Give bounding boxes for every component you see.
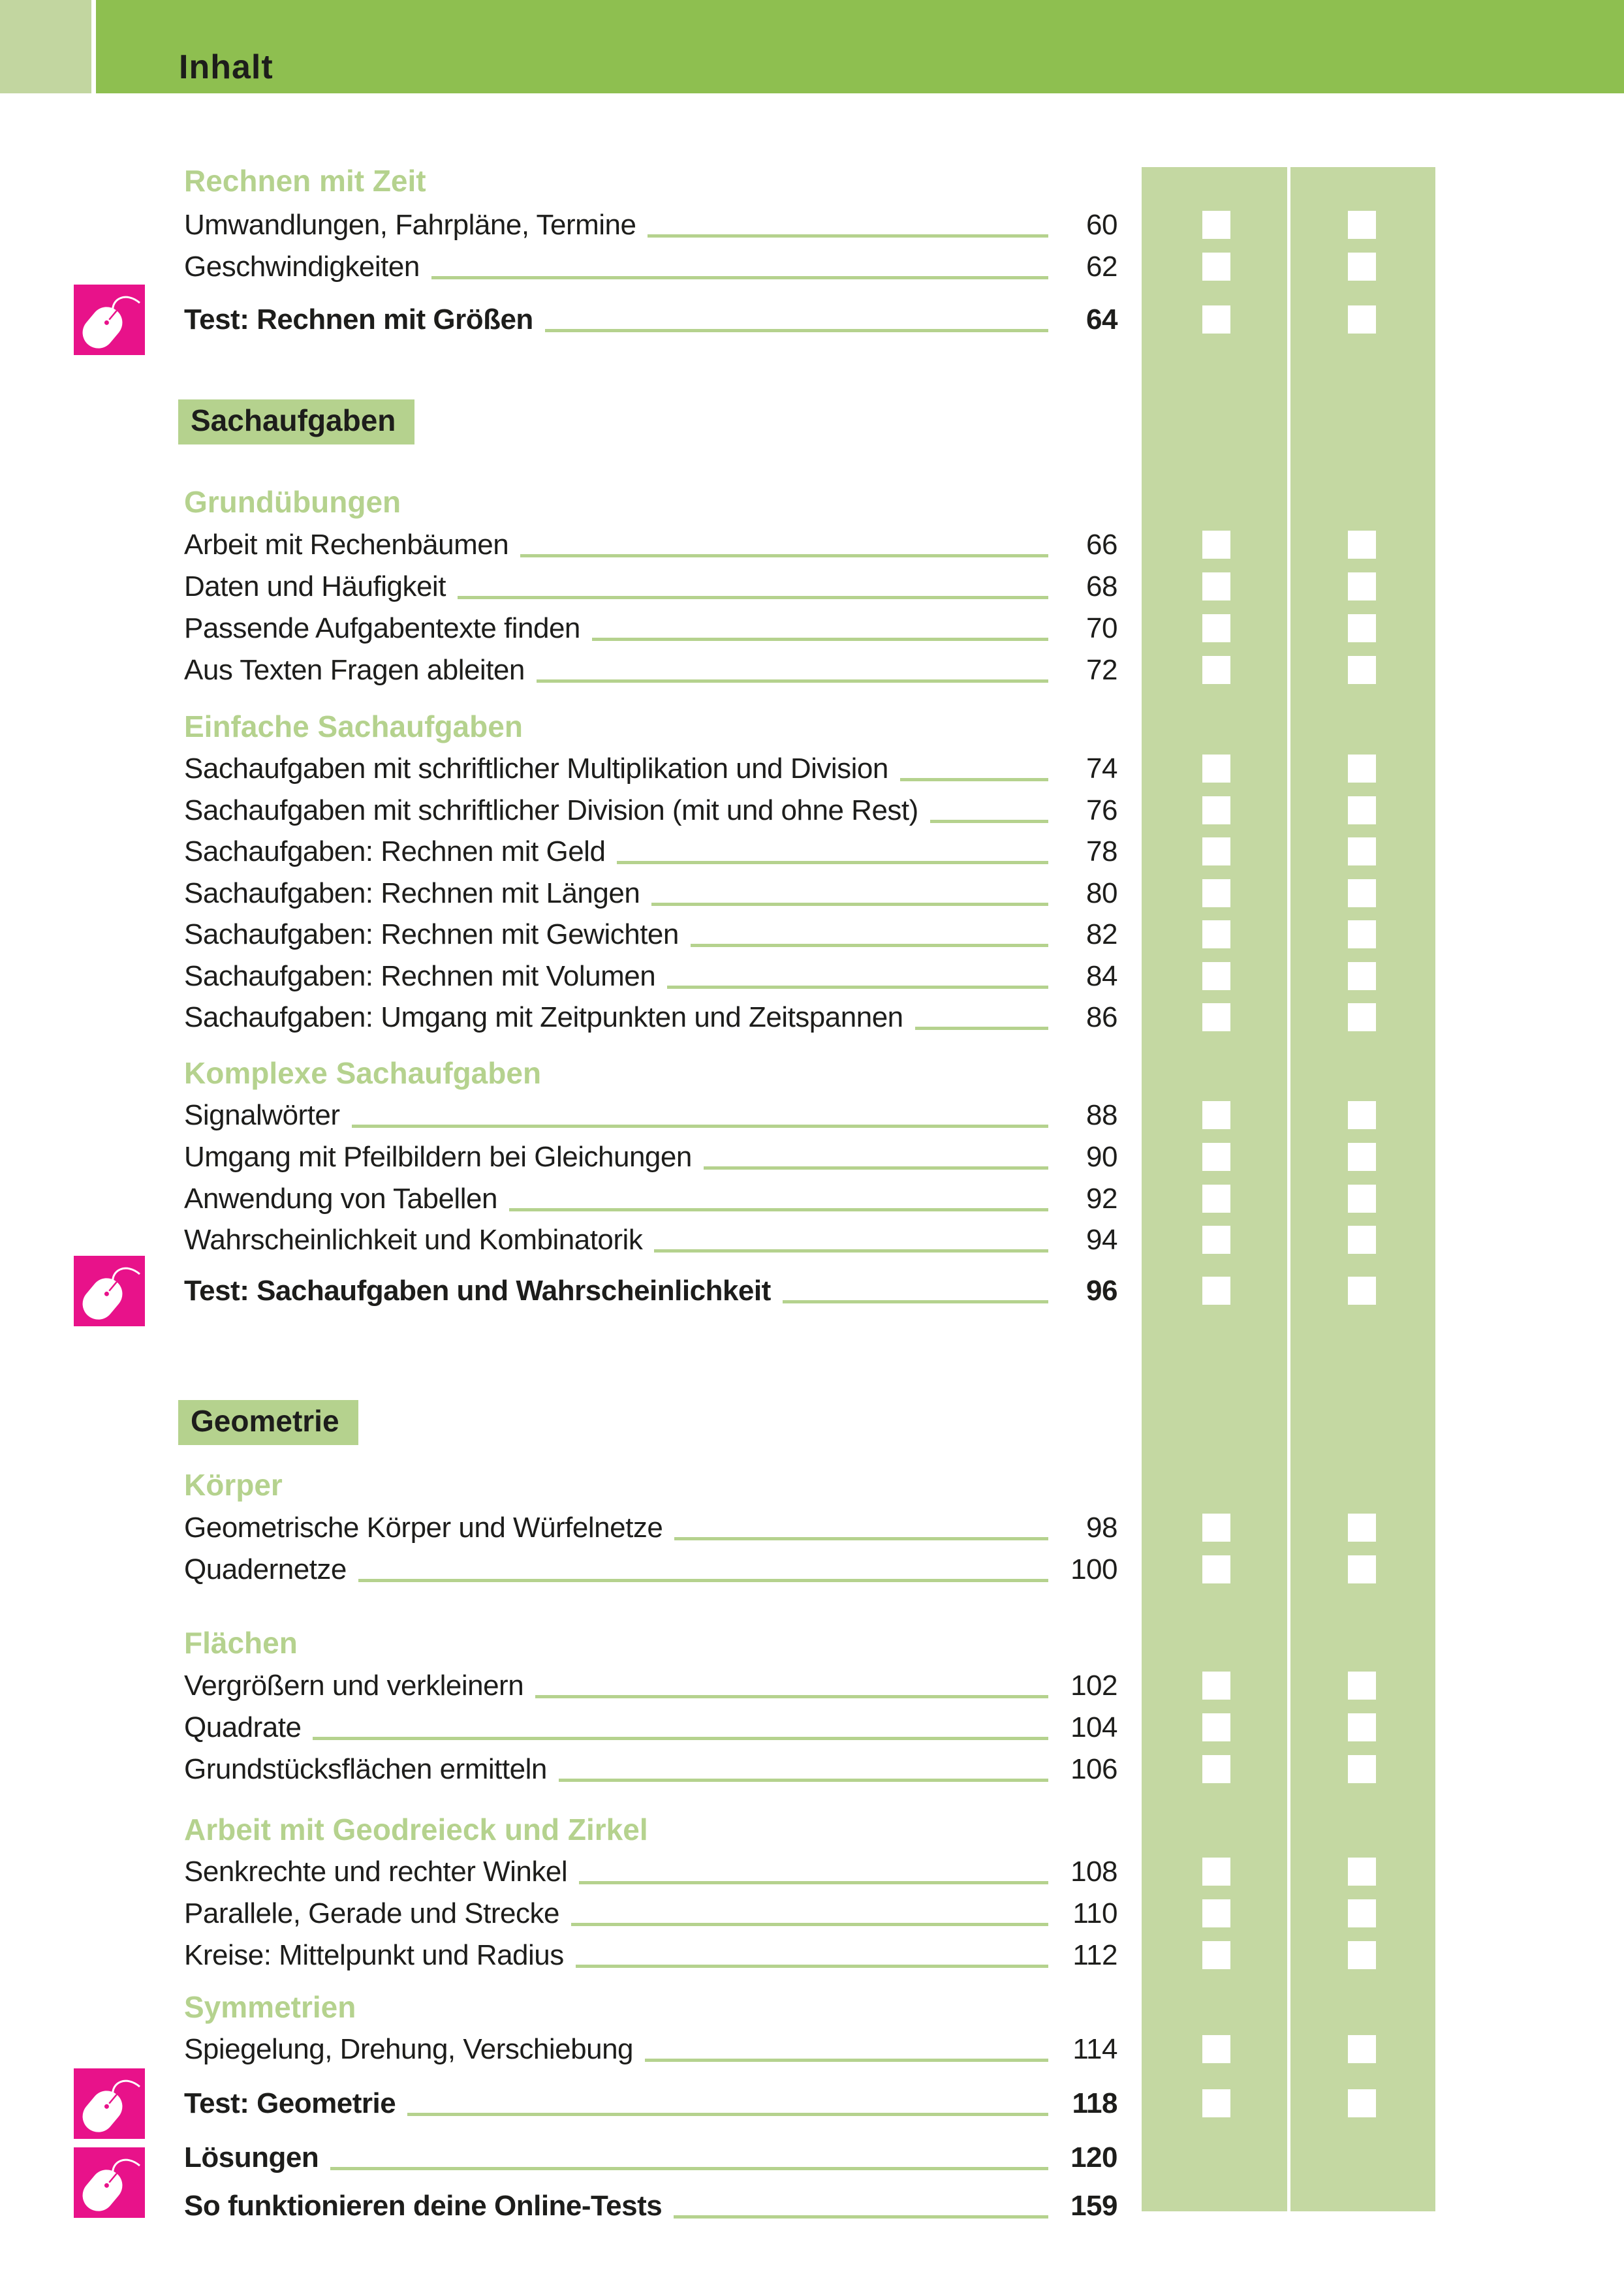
toc-section-heading-label: Arbeit mit Geodreieck und Zirkel [184,1813,648,1846]
mouse-icon [74,1256,145,1326]
toc-entry-label: Spiegelung, Drehung, Verschiebung [184,2033,634,2065]
checkbox[interactable] [1348,1185,1376,1213]
checkbox[interactable] [1202,2035,1230,2063]
toc-entry-page: 108 [1070,1856,1117,1888]
toc-entry-page: 66 [1086,529,1117,561]
checkbox[interactable] [1202,1185,1230,1213]
checkbox[interactable] [1348,1226,1376,1254]
toc-entry-page: 114 [1072,2033,1117,2065]
toc-entry [184,1553,1117,1586]
leader-line [313,1737,1048,1740]
leader-line [645,2059,1048,2062]
checkbox[interactable] [1348,211,1376,239]
toc-entry-page: 72 [1086,654,1117,686]
toc-section-heading-label: Flächen [184,1626,298,1660]
toc-entry-page: 120 [1070,2141,1117,2173]
toc-entry-page: 68 [1086,570,1117,602]
checkbox[interactable] [1202,1858,1230,1886]
toc-section-heading-label: Körper [184,1468,283,1502]
toc-entry-page: 96 [1086,1275,1117,1307]
toc-entry-page: 70 [1086,612,1117,644]
toc-entry [184,835,1117,868]
toc-section-heading [184,1625,298,1660]
checkbox[interactable] [1202,614,1230,642]
leader-line [535,1695,1048,1698]
toc-entry [184,794,1117,827]
checkbox[interactable] [1202,962,1230,990]
toc-entry-label: Umgang mit Pfeilbildern bei Gleichungen [184,1141,692,1173]
leader-line [915,1027,1048,1030]
leader-line [651,903,1048,906]
checkbox[interactable] [1348,572,1376,600]
toc-entry-label: Quadrate [184,1711,302,1743]
checkbox[interactable] [1348,253,1376,281]
toc-entry [184,1670,1117,1702]
toc-section-heading-label: Komplexe Sachaufgaben [184,1056,542,1090]
toc-entry-label: Daten und Häufigkeit [184,570,446,602]
toc-entry-page: 82 [1086,918,1117,950]
toc-entry-label: So funktionieren deine Online-Tests [184,2190,663,2222]
toc-entry [184,1897,1117,1930]
toc-entry [184,209,1117,241]
toc-entry [184,1224,1117,1256]
toc-entry [184,251,1117,283]
toc-section-heading-label: Symmetrien [184,1990,356,2024]
toc-chapter-badge [178,1400,358,1445]
toc-entry [184,1512,1117,1544]
toc-entry-label: Arbeit mit Rechenbäumen [184,529,509,561]
toc-entry-page: 106 [1070,1753,1117,1785]
toc-section-heading [184,709,523,744]
toc-entry [184,2190,1117,2222]
checkbox[interactable] [1348,614,1376,642]
toc-entry-label: Anwendung von Tabellen [184,1183,497,1215]
toc-entry [184,1183,1117,1215]
checkbox[interactable] [1202,1514,1230,1542]
checkbox[interactable] [1202,796,1230,824]
checkbox[interactable] [1202,2089,1230,2117]
toc-entry-page: 104 [1070,1711,1117,1743]
toc-entry-label: Grundstücksflächen ermitteln [184,1753,547,1785]
checkbox[interactable] [1202,1672,1230,1700]
toc-entry-page: 118 [1072,2087,1117,2119]
toc-entry [184,1141,1117,1174]
leader-line [704,1166,1048,1170]
checkbox[interactable] [1202,755,1230,783]
toc-entry [184,654,1117,687]
toc-entry-page: 74 [1086,753,1117,785]
checkbox[interactable] [1202,1003,1230,1031]
leader-line [545,329,1048,332]
toc-section-heading [184,1989,356,2025]
checkbox[interactable] [1348,1277,1376,1305]
toc-entry-label: Quadernetze [184,1553,347,1585]
toc-entry [184,304,1117,336]
toc-entry-label: Passende Aufgabentexte finden [184,612,580,644]
toc-entry-label: Signalwörter [184,1099,340,1131]
toc-entry [184,1711,1117,1744]
toc-entry [184,1275,1117,1307]
mouse-icon [74,285,145,355]
checkbox[interactable] [1348,879,1376,907]
toc-section-heading [184,1467,283,1503]
checkbox[interactable] [1348,1143,1376,1171]
toc-entry [184,1753,1117,1786]
checkbox[interactable] [1202,253,1230,281]
leader-line [654,1249,1048,1253]
checkbox[interactable] [1348,920,1376,948]
checkbox[interactable] [1348,1858,1376,1886]
toc-entry [184,753,1117,785]
checkbox[interactable] [1348,837,1376,865]
toc-section-heading [184,1812,648,1847]
leader-line [330,2167,1048,2170]
toc-section-heading-label: Einfache Sachaufgaben [184,709,523,743]
toc-entry-label: Sachaufgaben: Rechnen mit Gewichten [184,918,679,950]
toc-entry [184,529,1117,561]
toc-entry-label: Test: Geometrie [184,2087,396,2119]
checkbox[interactable] [1348,1713,1376,1741]
checkbox[interactable] [1202,1226,1230,1254]
leader-line [537,679,1048,683]
checkbox[interactable] [1202,572,1230,600]
checkbox[interactable] [1348,962,1376,990]
toc-entry-page: 76 [1086,794,1117,826]
toc-entry-page: 60 [1086,209,1117,241]
toc-entry-label: Sachaufgaben: Rechnen mit Volumen [184,960,656,992]
toc-entry [184,877,1117,910]
toc-entry-label: Sachaufgaben: Rechnen mit Geld [184,835,606,867]
checkbox[interactable] [1202,920,1230,948]
leader-line [559,1779,1048,1782]
leader-line [571,1923,1048,1926]
leader-line [667,986,1048,989]
toc-entry [184,1001,1117,1034]
leader-line [648,234,1048,238]
toc-entry-label: Vergrößern und verkleinern [184,1670,524,1702]
checkbox[interactable] [1202,305,1230,334]
checkbox[interactable] [1202,1101,1230,1129]
leader-line [900,778,1048,781]
toc-chapter-badge [178,399,414,444]
toc-entry-page: 62 [1086,251,1117,283]
toc-entry [184,918,1117,951]
toc-entry-label: Geometrische Körper und Würfelnetze [184,1512,663,1544]
leader-line [674,2215,1048,2219]
toc-section-heading-label: Rechnen mit Zeit [184,164,426,198]
mouse-icon [74,2147,145,2218]
toc-entry [184,960,1117,993]
checkbox[interactable] [1348,2035,1376,2063]
checkbox[interactable] [1348,1672,1376,1700]
leader-line [358,1579,1048,1582]
leader-line [592,638,1048,641]
leader-line [930,820,1048,823]
toc-entry [184,2033,1117,2066]
toc-entry-label: Sachaufgaben: Rechnen mit Längen [184,877,640,909]
toc-chapter-badge-label: Geometrie [191,1404,339,1438]
online-test-badge [74,1256,145,1326]
toc-entry [184,2141,1117,2174]
online-test-badge [74,2068,145,2139]
toc-entry-page: 110 [1072,1897,1117,1929]
toc-entry-page: 64 [1086,304,1117,335]
toc-entry-label: Umwandlungen, Fahrpläne, Termine [184,209,636,241]
checkbox[interactable] [1202,1899,1230,1927]
checkbox[interactable] [1202,1713,1230,1741]
toc-entry-page: 94 [1086,1224,1117,1256]
toc-entry-page: 98 [1086,1512,1117,1544]
toc-entry [184,570,1117,603]
toc-entry [184,1099,1117,1132]
checkbox[interactable] [1202,1941,1230,1969]
leader-line [617,861,1048,864]
checkbox[interactable] [1348,1755,1376,1783]
checkbox[interactable] [1348,1555,1376,1583]
toc-entry-page: 90 [1086,1141,1117,1173]
leader-line [783,1300,1048,1303]
toc-entry-label: Test: Rechnen mit Größen [184,304,533,335]
toc-entry-label: Senkrechte und rechter Winkel [184,1856,568,1888]
leader-line [458,596,1048,599]
checkbox[interactable] [1348,1514,1376,1542]
toc-entry [184,1856,1117,1888]
checkbox[interactable] [1348,1941,1376,1969]
mouse-icon [74,2068,145,2139]
leader-line [509,1208,1048,1211]
checkbox[interactable] [1202,1277,1230,1305]
toc-entry-page: 159 [1070,2190,1117,2222]
toc-entry-label: Geschwindigkeiten [184,251,420,283]
header-corner-tab [0,0,91,93]
toc-entry-page: 100 [1070,1553,1117,1585]
checkbox[interactable] [1348,2089,1376,2117]
toc-entry-page: 80 [1086,877,1117,909]
online-test-badge [74,285,145,355]
toc-entry-label: Kreise: Mittelpunkt und Radius [184,1939,564,1971]
toc-entry-label: Test: Sachaufgaben und Wahrscheinlichkeit [184,1275,771,1307]
checkbox[interactable] [1202,1555,1230,1583]
toc-entry-page: 92 [1086,1183,1117,1215]
toc-entry-page: 78 [1086,835,1117,867]
leader-line [520,554,1048,557]
checkbox[interactable] [1202,1755,1230,1783]
leader-line [576,1965,1048,1968]
toc-entry-label: Wahrscheinlichkeit und Kombinatorik [184,1224,643,1256]
toc-entry-label: Parallele, Gerade und Strecke [184,1897,559,1929]
checkbox[interactable] [1348,305,1376,334]
checkbox[interactable] [1348,531,1376,559]
leader-line [407,2113,1048,2116]
checkbox[interactable] [1348,755,1376,783]
toc-section-heading [184,163,426,198]
toc-entry-label: Sachaufgaben: Umgang mit Zeitpunkten und Zeitspannen [184,1001,903,1033]
toc-entry-page: 84 [1086,960,1117,992]
checkbox[interactable] [1348,1101,1376,1129]
checkbox[interactable] [1202,656,1230,684]
toc-section-heading [184,1055,541,1091]
leader-line [674,1537,1048,1540]
checkbox[interactable] [1202,1143,1230,1171]
toc-entry-label: Aus Texten Fragen ableiten [184,654,525,686]
checkbox[interactable] [1202,837,1230,865]
toc-entry [184,1939,1117,1972]
toc-entry-page: 102 [1070,1670,1117,1702]
leader-line [691,944,1048,947]
checkbox[interactable] [1202,211,1230,239]
online-test-badge [74,2147,145,2218]
page-header [96,0,1624,93]
leader-line [352,1125,1048,1128]
checkbox[interactable] [1348,1003,1376,1031]
checkbox[interactable] [1348,1899,1376,1927]
toc-entry-page: 88 [1086,1099,1117,1131]
toc-entry-label: Sachaufgaben mit schriftlicher Division (mit und ohne Rest) [184,794,918,826]
toc-section-heading-label: Grundübungen [184,485,401,519]
checkbox[interactable] [1348,796,1376,824]
page-title: Inhalt [179,48,273,86]
checkbox[interactable] [1202,879,1230,907]
toc-entry-label: Lösungen [184,2141,319,2173]
toc-entry-page: 112 [1072,1939,1117,1971]
checkbox[interactable] [1202,531,1230,559]
leader-line [579,1881,1048,1884]
leader-line [431,276,1048,279]
toc-entry [184,2087,1117,2120]
toc-entry [184,612,1117,645]
toc-chapter-badge-label: Sachaufgaben [191,403,396,437]
toc-section-heading [184,484,401,520]
toc-entry-label: Sachaufgaben mit schriftlicher Multiplikation und Division [184,753,888,785]
toc-entry-page: 86 [1086,1001,1117,1033]
checkbox[interactable] [1348,656,1376,684]
